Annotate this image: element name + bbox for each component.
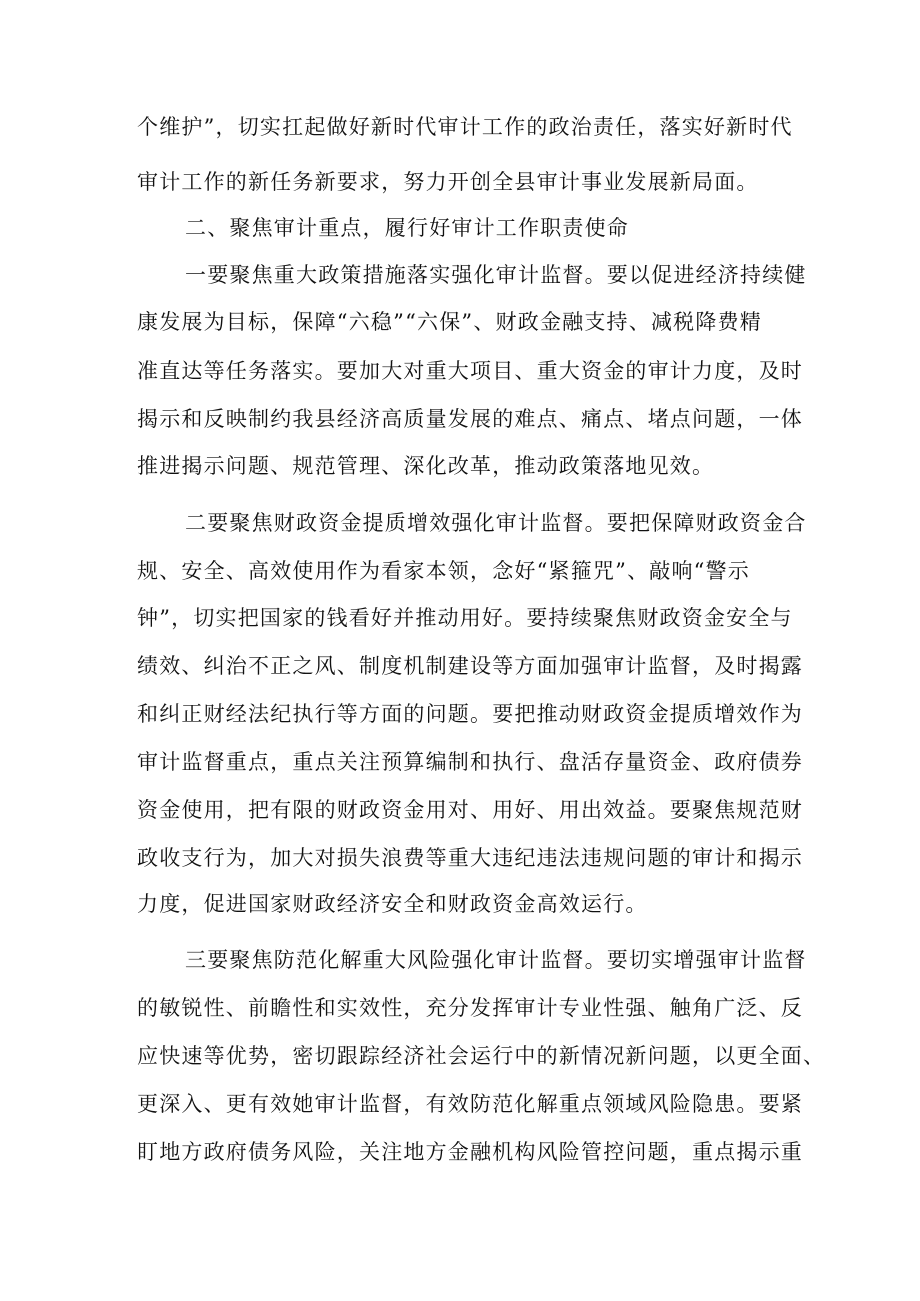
paragraph-start-line: 三要聚焦防范化解重大风险强化审计监督。要切实增强审计监督	[185, 948, 807, 972]
text-line: 绩效、纠治不正之风、制度机制建设等方面加强审计监督，及时揭露	[137, 654, 803, 678]
section-heading: 二、聚焦审计重点，履行好审计工作职责使命	[185, 216, 629, 240]
text-line: 审计监督重点，重点关注预算编制和执行、盘活存量资金、政府债券	[137, 750, 803, 774]
text-line: 应快速等优势，密切跟踪经济社会运行中的新情况新问题，以更全面、	[137, 1044, 826, 1068]
text-line: 准直达等任务落实。要加大对重大项目、重大资金的审计力度，及时	[137, 359, 803, 383]
text-line: 更深入、更有效她审计监督，有效防范化解重点领域风险隐患。要紧	[137, 1092, 803, 1116]
text-line: 钟”，切实把国家的钱看好并推动用好。要持续聚焦财政资金安全与	[137, 606, 793, 630]
text-line: 规、安全、高效使用作为看家本领，念好“紧箍咒”、敲响“警示	[137, 559, 751, 583]
text-line: 的敏锐性、前瞻性和实效性，充分发挥审计专业性强、触角广泛、反	[137, 996, 803, 1020]
text-line: 资金使用，把有限的财政资金用对、用好、用出效益。要聚焦规范财	[137, 798, 803, 822]
text-line: 政收支行为，加大对损失浪费等重大违纪违法违规问题的审计和揭示	[137, 846, 803, 870]
text-line: 审计工作的新任务新要求，努力开创全县审计事业发展新局面。	[137, 170, 759, 194]
text-line: 康发展为目标，保障“六稳”“六保”、财政金融支持、减税降费精	[137, 310, 762, 334]
text-line: 力度，促进国家财政经济安全和财政资金高效运行。	[137, 892, 648, 916]
text-line: 盯地方政府债务风险，关注地方金融机构风险管控问题，重点揭示重	[137, 1140, 803, 1164]
text-line: 个维护”，切实扛起做好新时代审计工作的政治责任，落实好新时代	[137, 115, 793, 139]
text-line: 推进揭示问题、规范管理、深化改革，推动政策落地见效。	[137, 454, 715, 478]
paragraph-start-line: 二要聚焦财政资金提质增效强化审计监督。要把保障财政资金合	[185, 511, 807, 535]
text-line: 和纠正财经法纪执行等方面的问题。要把推动财政资金提质增效作为	[137, 702, 803, 726]
paragraph-start-line: 一要聚焦重大政策措施落实强化审计监督。要以促进经济持续健	[185, 263, 807, 287]
text-line: 揭示和反映制约我县经济高质量发展的难点、痛点、堵点问题，一体	[137, 407, 803, 431]
